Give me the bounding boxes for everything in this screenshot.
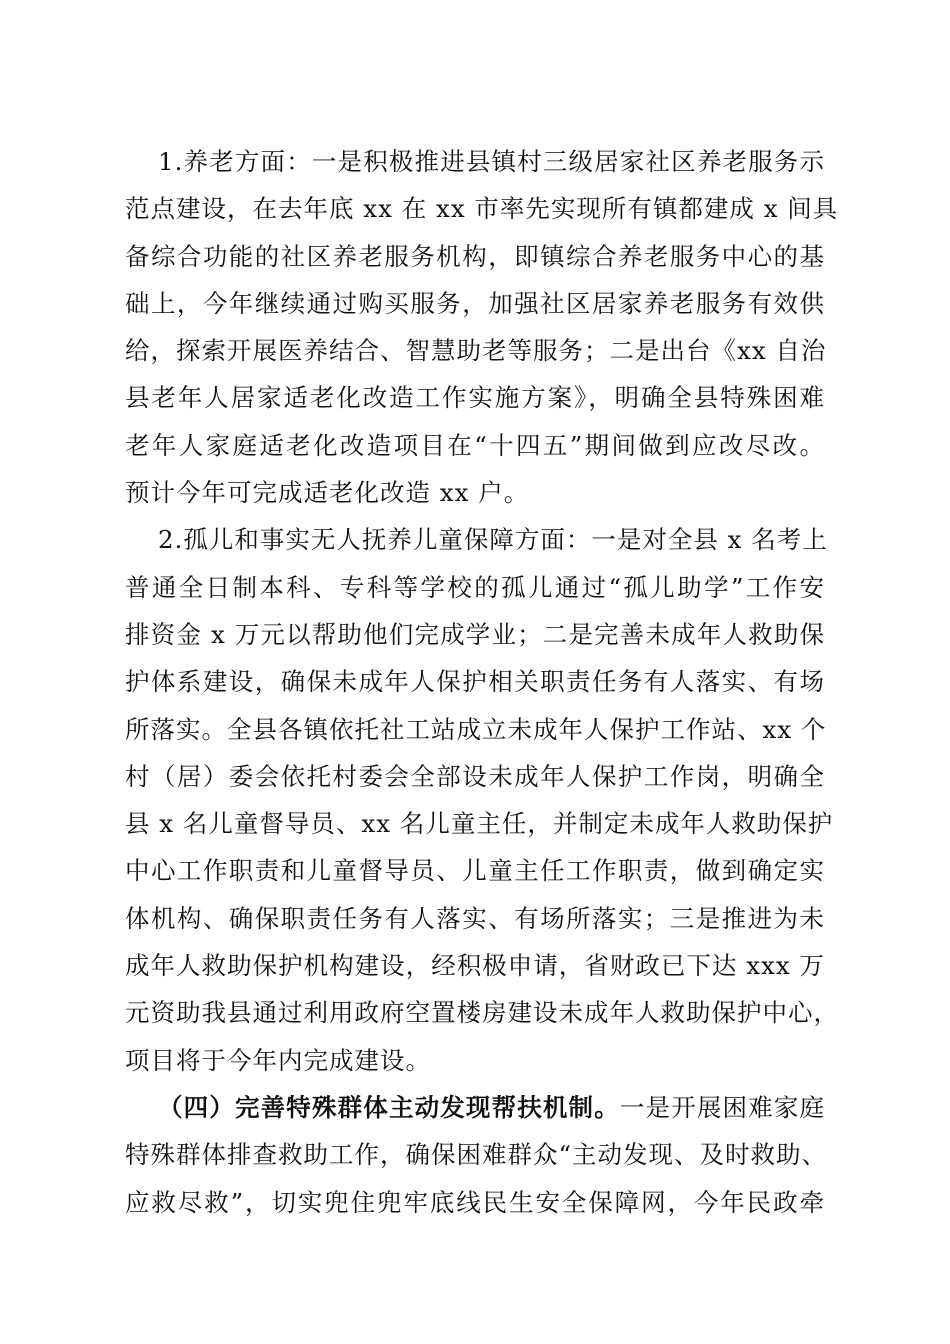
document-body: [125, 138, 839, 1226]
text-line: 备综合功能的社区养老服务机构，即镇综合养老服务中心的基: [125, 241, 825, 271]
text-line: 元资助我县通过利用政府空置楼房建设未成年人救助保护中心，: [125, 998, 839, 1028]
text-line: 县老年人居家适老化改造工作实施方案》，明确全县特殊困难: [125, 383, 825, 413]
heading-continuation: 一是开展困难家庭: [619, 1092, 826, 1122]
text-line: 普通全日制本科、专科等学校的孤儿通过“孤儿助学”工作安: [125, 572, 825, 602]
text-line: 县 x 名儿童督导员、xx 名儿童主任，并制定未成年人救助保护: [125, 809, 834, 839]
text-line: 所落实。全县各镇依托社工站成立未成年人保护工作站、xx 个: [125, 714, 827, 744]
text-line: 1.养老方面：一是积极推进县镇村三级居家社区养老服务示: [158, 147, 825, 176]
paragraph-special-groups: [125, 1084, 828, 1226]
text-line: 给，探索开展医养结合、智慧助老等服务；二是出台《xx 自治: [125, 336, 827, 366]
text-line: [125, 1084, 825, 1131]
text-line: 2.孤儿和事实无人抚养儿童保障方面：一是对全县 x 名考上: [158, 525, 828, 555]
text-line: 排资金 x 万元以帮助他们完成学业；二是完善未成年人救助保: [125, 619, 825, 649]
text-line: 村（居）委会依托村委会全部设未成年人保护工作岗，明确全: [125, 761, 825, 791]
text-line: 应救尽救”，切实兜住兜牢底线民生安全保障网，今年民政牵: [125, 1187, 825, 1217]
text-line: 成年人救助保护机构建设，经积极申请，省财政已下达 xxx 万: [125, 951, 825, 981]
text-line: 范点建设，在去年底 xx 在 xx 市率先实现所有镇都建成 x 间具: [125, 194, 839, 224]
paragraph-pension: [125, 138, 839, 516]
paragraph-orphans: [125, 516, 839, 1084]
text-line: 预计今年可完成适老化改造 xx 户。: [125, 478, 530, 508]
text-line: 护体系建设，确保未成年人保护相关职责任务有人落实、有场: [125, 667, 825, 697]
text-line: 项目将于今年内完成建设。: [125, 1045, 431, 1075]
text-line: 础上，今年继续通过购买服务，加强社区居家养老服务有效供: [125, 288, 825, 318]
text-line: 体机构、确保职责任务有人落实、有场所落实；三是推进为未: [125, 903, 825, 933]
text-line: 中心工作职责和儿童督导员、儿童主任工作职责，做到确定实: [125, 856, 825, 886]
text-line: 老年人家庭适老化改造项目在“十四五”期间做到应改尽改。: [125, 430, 825, 460]
section-heading: （四）完善特殊群体主动发现帮扶机制。: [158, 1092, 620, 1122]
text-line: 特殊群体排查救助工作，确保困难群众“主动发现、及时救助、: [125, 1140, 828, 1170]
